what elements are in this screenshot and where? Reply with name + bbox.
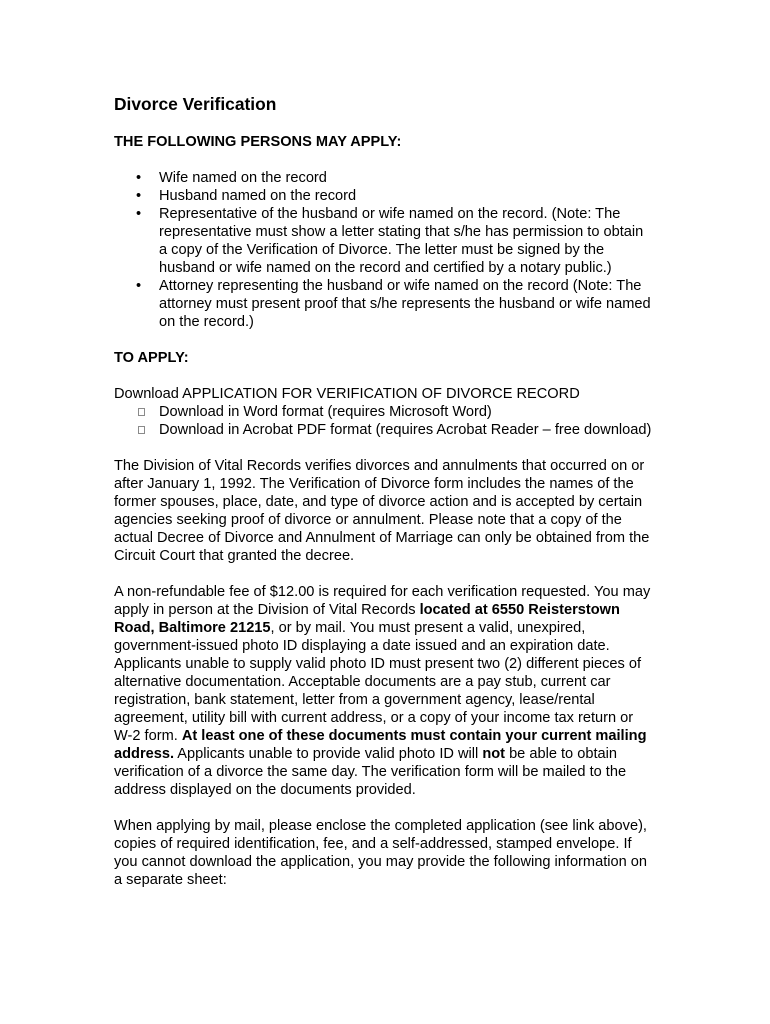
who-may-apply-heading: THE FOLLOWING PERSONS MAY APPLY: bbox=[114, 134, 402, 150]
id-requirements-text: , or by mail. You must present a valid, unexpired, government-issued photo ID displaying a date issued and an expiration date. Applicants unable to supply valid photo ID must present two (2) different pieces of alternative documentation. Acceptable documents are a pay stub, current car registration, bank statement, letter from a government agency, lease/rental agreement, utility bill with current address, or a copy of your income tax return or W-2 form. bbox=[114, 620, 642, 744]
address-text: located at 6550 Reisterstown Road, Baltimore 21215 bbox=[114, 602, 620, 636]
bullet-icon: • bbox=[136, 278, 142, 294]
list-item-text: Representative of the husband or wife named on the record. (Note: The representative must show a letter stating that s/he has permission to obtain a copy of the Verification of Divorce. The letter must be signed by the husband or wife named on the record and certified by a notary public.) bbox=[159, 206, 644, 276]
download-options-list bbox=[114, 403, 654, 439]
download-pdf-label: Download in Acrobat PDF format (requires Acrobat Reader – free download) bbox=[159, 422, 652, 438]
not-emphasis: not bbox=[482, 746, 506, 762]
download-word-label: Download in Word format (requires Microsoft Word) bbox=[159, 404, 492, 420]
same-day-text: Applicants unable to provide valid photo ID will bbox=[174, 746, 483, 762]
who-may-apply-list bbox=[114, 169, 654, 331]
bullet-icon: • bbox=[136, 206, 142, 222]
document-page bbox=[114, 93, 654, 889]
list-item-text: Wife named on the record bbox=[159, 170, 327, 186]
download-pdf-link[interactable] bbox=[114, 421, 654, 439]
verification-info-paragraph: The Division of Vital Records verifies divorces and annulments that occurred on or after January 1, 1992. The Verification of Divorce form includes the names of the former spouses, place, date, and type of divorce action and is accepted by certain agencies seeking proof of divorce or annulment. Please note that a copy of the actual Decree of Divorce and Annulment of Marriage can only be obtained from the Circuit Court that granted the decree. bbox=[114, 458, 650, 564]
page-title: Divorce Verification bbox=[114, 94, 277, 114]
mailing-address-notice: At least one of these documents must contain your current mailing address. bbox=[114, 728, 647, 762]
bullet-icon: • bbox=[136, 188, 142, 204]
bullet-icon: • bbox=[136, 170, 142, 186]
mailing-text: be able to obtain verification of a divorce the same day. The verification form will be mailed to the address displayed on the documents provided. bbox=[114, 746, 627, 798]
download-word-link[interactable] bbox=[114, 403, 654, 421]
list-item-text: Husband named on the record bbox=[159, 188, 357, 204]
list-item bbox=[114, 205, 654, 277]
fee-requirements-paragraph bbox=[114, 583, 654, 799]
list-item-text: Attorney representing the husband or wife named on the record (Note: The attorney must present proof that s/he represents the husband or wife named on the record.) bbox=[159, 278, 651, 330]
mail-instructions-paragraph: When applying by mail, please enclose the completed application (see link above), copies of required identification, fee, and a self-addressed, stamped envelope. If you cannot download the application, you may provide the following information on a separate sheet: bbox=[114, 818, 648, 888]
to-apply-heading: TO APPLY: bbox=[114, 350, 189, 366]
list-item bbox=[114, 187, 654, 205]
fee-text: A non-refundable fee of $12.00 is required for each verification requested. You may apply in person at the Division of Vital Records bbox=[114, 584, 651, 618]
list-item bbox=[114, 277, 654, 331]
list-item bbox=[114, 169, 654, 187]
download-application-link[interactable]: Download APPLICATION FOR VERIFICATION OF DIVORCE RECORD bbox=[114, 386, 580, 402]
checkbox-icon bbox=[138, 408, 145, 416]
checkbox-icon bbox=[138, 426, 145, 434]
